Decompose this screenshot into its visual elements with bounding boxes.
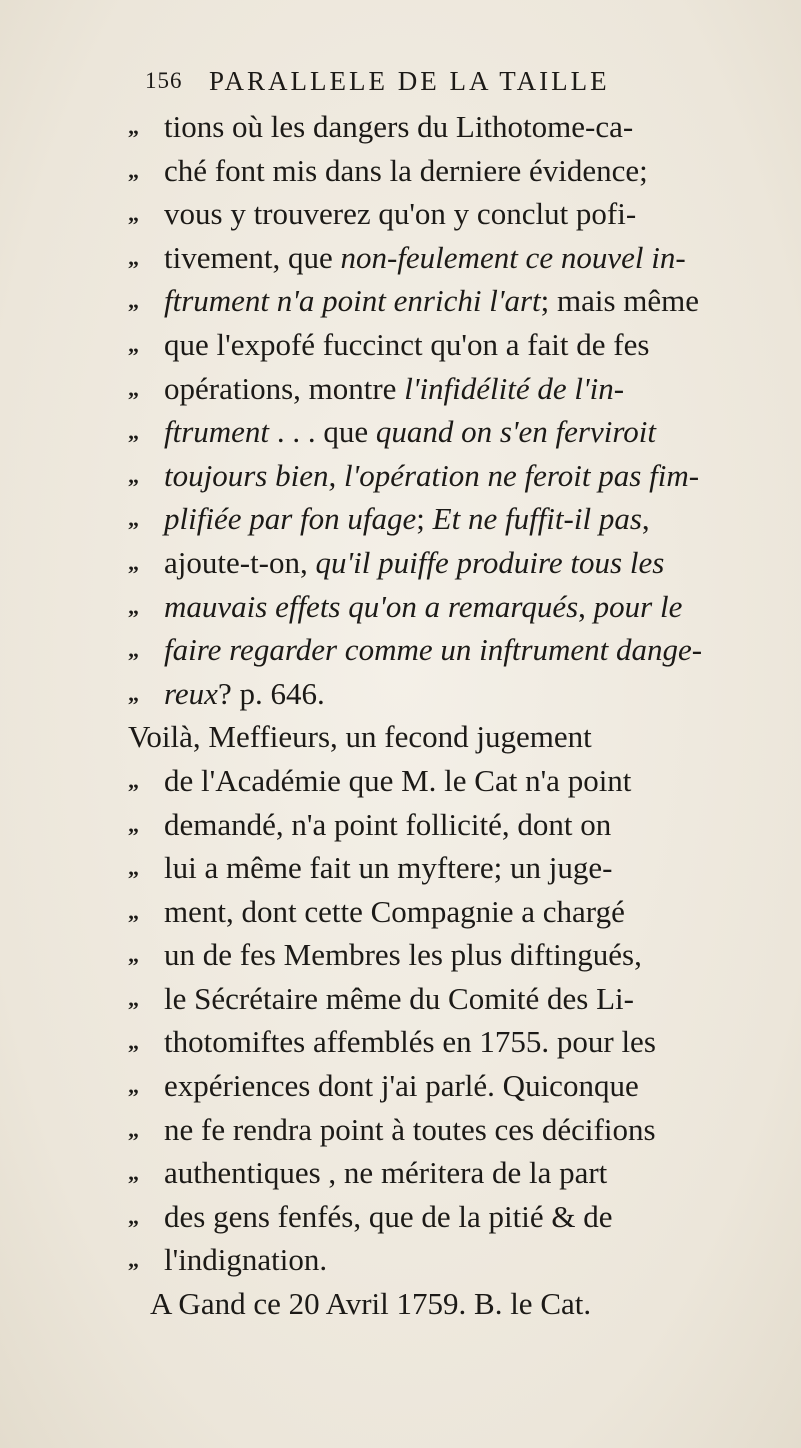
italic-run: non-feulement ce nouvel in- [340,239,686,275]
line-text [164,236,686,280]
text-run: ché font mis dans la derniere évidence; [164,152,648,188]
line-text [164,410,656,454]
text-run: un de fes Membres les plus diftingués, [164,937,642,973]
text-run: ajoute-t-on, [164,544,316,580]
line-text [164,105,633,149]
italic-run: qu'il puiffe produire tous les [315,544,665,580]
italic-run: quand on s'en ferviroit [375,414,656,450]
quote-mark: „ [128,898,139,924]
quote-mark: „ [128,549,139,575]
italic-run: reux [164,675,218,711]
text-run: que l'expofé fuccinct qu'on a fait de fes [164,326,650,362]
line-text [164,1108,656,1152]
text-run: , [641,501,650,537]
quote-mark: „ [128,506,139,532]
quote-mark: „ [128,462,139,488]
text-run: ne fe rendra point à toutes ces décifions [164,1111,656,1147]
quote-mark: „ [128,114,139,139]
quote-mark: „ [128,1247,139,1273]
line-text [164,1238,327,1282]
text-line [128,149,778,193]
text-line [128,585,778,629]
text-run: , [578,588,594,624]
italic-run: ftrument [164,414,270,450]
italic-run: faire regarder comme un inftrument dange- [164,632,703,668]
line-text [150,1282,591,1326]
line-text [164,803,611,847]
text-run: le Sécrétaire même du Comité des Li- [164,980,634,1016]
line-text [164,1151,607,1195]
line-text [164,1064,639,1108]
text-line [128,933,778,977]
text-line [128,803,778,847]
quote-mark: „ [128,942,139,968]
quote-mark: „ [128,593,139,619]
text-line [128,541,778,585]
text-run: Voilà, Meffieurs, un fecond jugement [128,719,592,755]
text-run: ? p. 646. [217,675,325,711]
text-run: ; mais même [540,283,700,319]
text-line [128,192,778,236]
text-line [128,1151,778,1195]
quote-mark: „ [128,767,139,793]
text-line [128,1020,778,1064]
text-line [128,977,778,1021]
text-line [128,323,778,367]
line-text [164,367,624,411]
italic-run: l'infidélité de l'in- [404,370,625,406]
text-line [128,1238,778,1282]
quote-mark: „ [128,331,139,357]
italic-run: Et ne fuffit-il pas [432,501,642,537]
text-run: thotomiftes affemblés en 1755. pour les [164,1024,656,1060]
line-text [164,454,699,498]
italic-run: toujours bien, l'opération ne feroit pas fim- [164,457,700,493]
text-run: de l'Académie que M. le Cat n'a point [164,762,632,798]
text-line [128,454,778,498]
quote-mark: „ [128,1116,139,1142]
quote-mark: „ [128,985,139,1011]
line-text [164,1195,613,1239]
text-line [128,1282,778,1326]
text-line [128,497,778,541]
quote-mark: „ [128,157,139,183]
line-text [164,323,649,367]
italic-run: plifiée par fon ufage [164,501,417,537]
line-text [164,672,325,716]
text-run: opérations, montre [164,370,405,406]
quote-mark: „ [128,811,139,837]
quote-mark: „ [128,244,139,270]
text-run: tions où les dangers du Lithotome-ca- [164,109,634,144]
text-line [128,628,778,672]
text-run: vous y trouverez qu'on y conclut pofi- [164,196,637,232]
italic-run: mauvais effets qu'on a remarqués [164,588,579,624]
quote-mark: „ [128,201,139,227]
body-text [128,105,778,1326]
running-title: PARALLELE DE LA TAILLE [209,66,610,96]
line-text [164,585,682,629]
text-run: authentiques , ne méritera de la part [164,1155,608,1191]
line-text [164,279,699,323]
text-run: ment, dont cette Compagnie a chargé [164,893,625,929]
line-text [164,149,648,193]
text-run: demandé, n'a point follicité, dont on [164,806,612,842]
text-run: ; [416,501,433,537]
line-text [164,541,664,585]
quote-mark: „ [128,419,139,445]
text-line [128,1108,778,1152]
text-line [128,105,778,149]
line-text [164,759,631,803]
quote-mark: „ [128,375,139,401]
text-line [128,367,778,411]
quote-mark: „ [128,1203,139,1229]
quote-mark: „ [128,1029,139,1055]
line-text [164,628,702,672]
text-run: A Gand ce 20 Avril 1759. B. le Cat. [150,1286,592,1322]
text-run: tivement, que [164,239,341,275]
line-text [164,933,642,977]
text-line [128,672,778,716]
text-run: des gens fenfés, que de la pitié & de [164,1198,613,1234]
line-text [128,715,592,759]
quote-mark: „ [128,1073,139,1099]
page-number: 156 [145,68,183,93]
quote-mark: „ [128,1160,139,1186]
line-text [164,846,613,890]
italic-run: pour le [593,588,683,624]
text-line [128,1064,778,1108]
text-line [128,759,778,803]
quote-mark: „ [128,637,139,663]
quote-mark: „ [128,288,139,314]
text-line [128,279,778,323]
text-run: expériences dont j'ai parlé. Quiconque [164,1068,639,1104]
line-text [164,977,634,1021]
text-line [128,410,778,454]
line-text [164,1020,656,1064]
line-text [164,192,636,236]
text-line [128,715,778,759]
page-header [145,60,765,108]
text-run: l'indignation. [164,1242,328,1278]
italic-run: ftrument n'a point enrichi l'art [164,283,541,319]
text-line [128,1195,778,1239]
text-run: lui a même fait un myftere; un juge- [164,850,613,886]
line-text [164,890,625,934]
line-text [164,497,650,541]
text-run: . . . que [269,414,376,450]
text-line [128,236,778,280]
quote-mark: „ [128,855,139,881]
text-line [128,890,778,934]
quote-mark: „ [128,680,139,706]
text-line [128,846,778,890]
